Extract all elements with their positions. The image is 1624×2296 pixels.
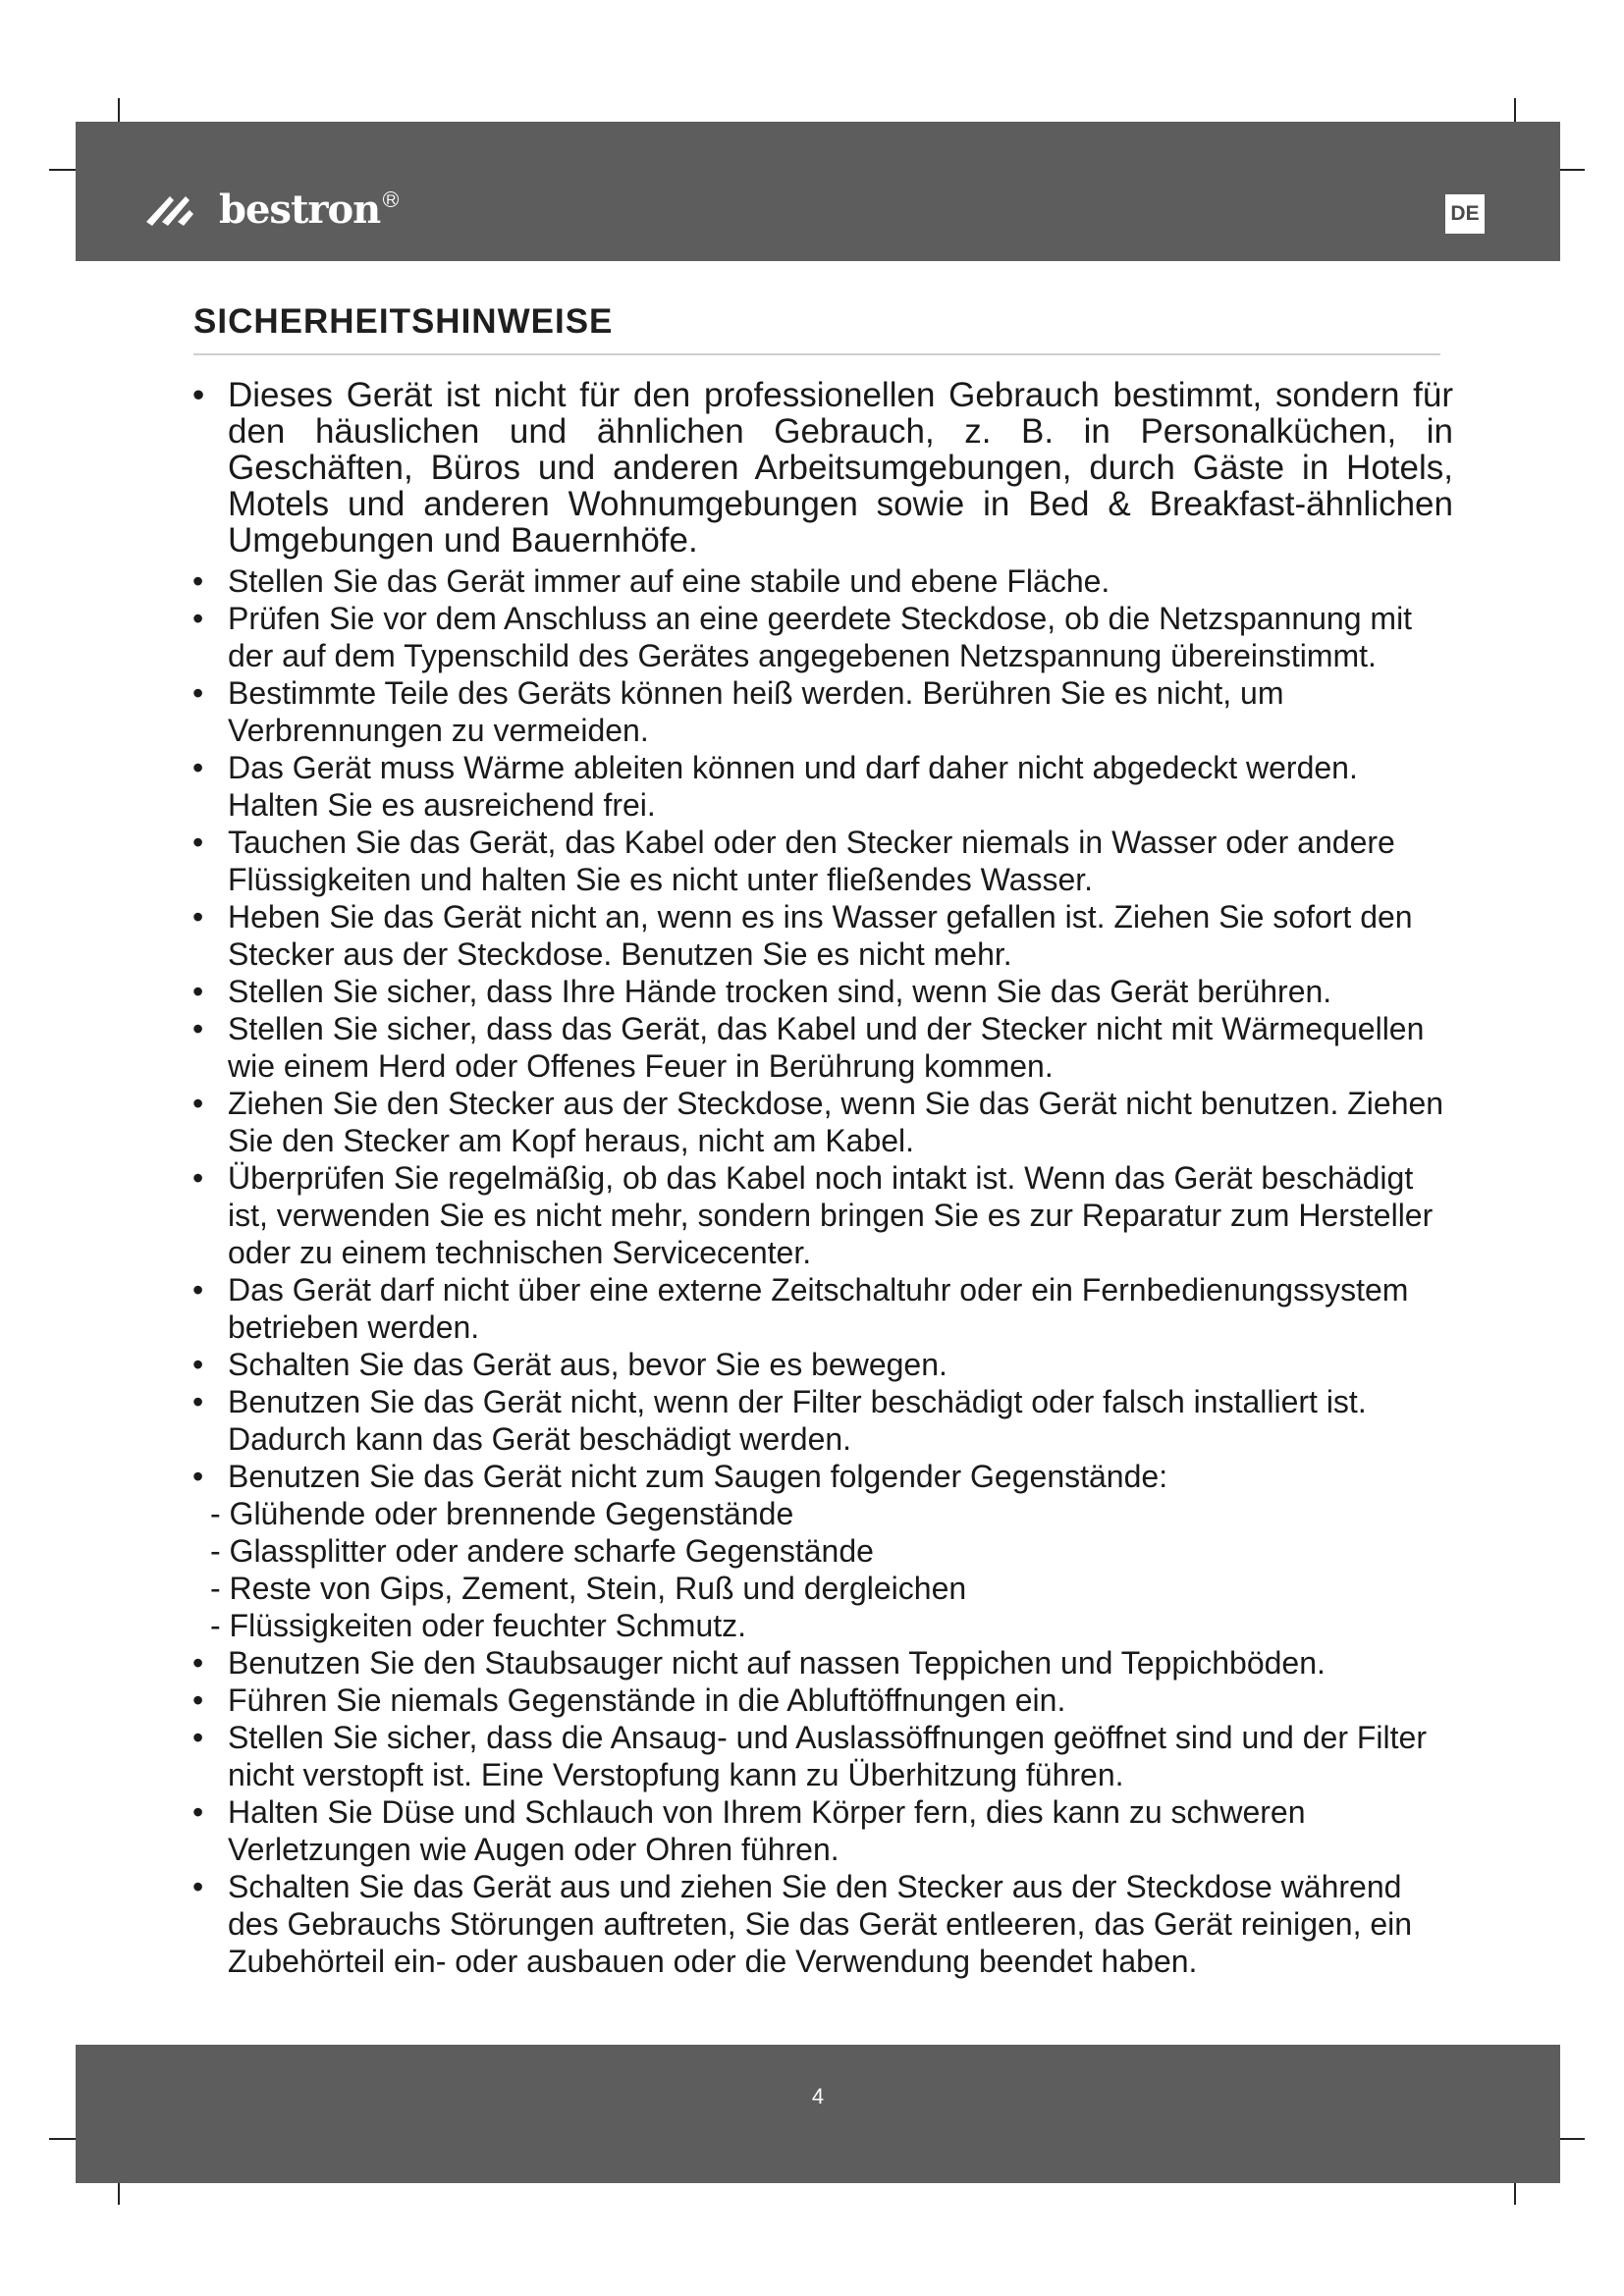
bullet-icon: • [192, 750, 204, 785]
sub-list-item: - Flüssigkeiten oder feuchter Schmutz. [210, 1608, 747, 1643]
list-item: • Benutzen Sie das Gerät nicht, wenn der Filter beschädigt oder falsch installiert ist. Dadurch kann das Gerät beschädigt werden. [192, 1384, 1367, 1457]
brand-name: bestron [219, 187, 381, 233]
bullet-icon: • [192, 1459, 204, 1494]
sub-list [187, 1495, 1453, 1644]
list-item: • Halten Sie Düse und Schlauch von Ihrem Körper fern, dies kann zu schweren Verletzungen wie Augen oder Ohren führen. [192, 1794, 1306, 1867]
bullet-icon: • [192, 1794, 204, 1830]
header-band [76, 122, 1560, 261]
safety-list [187, 562, 1453, 1980]
bullet-icon: • [192, 1011, 204, 1046]
bullet-icon: • [192, 1272, 204, 1308]
bullet-icon: • [192, 1645, 204, 1681]
page-number: 4 [811, 2084, 825, 2109]
bullet-icon: • [192, 899, 204, 934]
bullet-icon: • [192, 675, 204, 711]
list-item: • Heben Sie das Gerät nicht an, wenn es ins Wasser gefallen ist. Ziehen Sie sofort den Stecker aus der Steckdose. Benutzen Sie es nicht mehr. [192, 899, 1413, 972]
bullet-icon: • [192, 1682, 204, 1718]
list-item: • Benutzen Sie den Staubsauger nicht auf nassen Teppichen und Teppichböden. [192, 1645, 1326, 1681]
bullet-icon: • [192, 1160, 204, 1196]
bullet-icon: • [192, 1384, 204, 1419]
list-item: • Stellen Sie sicher, dass die Ansaug- und Auslassöffnungen geöffnet sind und der Filter nicht verstopft ist. Eine Verstopfung kann zu Überhitzung führen. [192, 1720, 1427, 1792]
bullet-icon: • [192, 1086, 204, 1121]
brand-logo [144, 187, 399, 233]
intro-paragraph [187, 377, 1453, 559]
bullet-icon: • [192, 601, 204, 636]
sub-list-item: - Glühende oder brennende Gegenstände [210, 1496, 794, 1531]
list-item: • Überprüfen Sie regelmäßig, ob das Kabel noch intakt ist. Wenn das Gerät beschädigt ist, verwenden Sie es nicht mehr, sondern bringen Sie es zur Reparatur zum Hersteller oder zu einem technischen Servicecenter. [192, 1160, 1434, 1270]
bullet-icon: • [192, 974, 204, 1009]
list-item: • Schalten Sie das Gerät aus, bevor Sie es bewegen. [192, 1347, 947, 1382]
bullet-icon: • [192, 1347, 204, 1382]
list-item: • Führen Sie niemals Gegenstände in die Abluftöffnungen ein. [192, 1682, 1066, 1718]
bullet-icon: • [192, 376, 205, 414]
intro-text: Dieses Gerät ist nicht für den professionellen Gebrauch bestimmt, sondern für den häuslichen und ähnlichen Gebrauch, z. B. in Personalküchen, in Geschäften, Büros und anderen Arbeitsumgebungen, durch Gäste in Hotels, Motels und anderen Wohnumgebungen sowie in Bed & Breakfast-ähnlichen Umgebungen und Bauernhöfe. [228, 376, 1453, 560]
bullet-icon: • [192, 563, 204, 599]
list-item: • Das Gerät muss Wärme ableiten können und darf daher nicht abgedeckt werden. Halten Sie es ausreichend frei. [192, 750, 1358, 823]
list-item: • Das Gerät darf nicht über eine externe Zeitschaltuhr oder ein Fernbedienungssystem betrieben werden. [192, 1272, 1409, 1345]
chevrons-icon [144, 192, 213, 228]
registered-mark: R [383, 191, 399, 207]
list-item: • Stellen Sie das Gerät immer auf eine stabile und ebene Fläche. [192, 563, 1110, 599]
sub-list-item: - Reste von Gips, Zement, Stein, Ruß und dergleichen [210, 1571, 967, 1606]
list-item: • Bestimmte Teile des Geräts können heiß werden. Berühren Sie es nicht, um Verbrennungen zu vermeiden. [192, 675, 1284, 748]
list-item: • Benutzen Sie das Gerät nicht zum Saugen folgender Gegenstände: - Glühende oder brennende Gegenstände - Glassplitter oder andere scharfe Gegenstände - Reste von Gips, Zement, Stein, Ruß und dergleichen - Flüssigkeiten oder feuchter Schmutz. [187, 1458, 1453, 1644]
sub-list-item: - Glassplitter oder andere scharfe Gegenstände [210, 1533, 874, 1569]
bullet-icon: • [192, 825, 204, 860]
list-item: • Schalten Sie das Gerät aus und ziehen Sie den Stecker aus der Steckdose während des Gebrauchs Störungen auftreten, Sie das Gerät entleeren, das Gerät reinigen, ein Zubehörteil ein- oder ausbauen oder die Verwendung beendet haben. [192, 1869, 1413, 1979]
page-title: SICHERHEITSHINWEISE [193, 302, 614, 341]
footer-band [76, 2045, 1560, 2183]
list-item: • Stellen Sie sicher, dass Ihre Hände trocken sind, wenn Sie das Gerät berühren. [192, 974, 1332, 1009]
list-item: • Stellen Sie sicher, dass das Gerät, das Kabel und der Stecker nicht mit Wärmequellen wie einem Herd oder Offenes Feuer in Berührung kommen. [192, 1011, 1425, 1084]
list-item: • Tauchen Sie das Gerät, das Kabel oder den Stecker niemals in Wasser oder andere Flüssigkeiten und halten Sie es nicht unter fließendes Wasser. [192, 825, 1395, 897]
list-item: • Prüfen Sie vor dem Anschluss an eine geerdete Steckdose, ob die Netzspannung mit der auf dem Typenschild des Gerätes angegebenen Netzspannung übereinstimmt. [192, 601, 1413, 673]
safety-content [187, 377, 1453, 1980]
list-item: • Ziehen Sie den Stecker aus der Steckdose, wenn Sie das Gerät nicht benutzen. Ziehen Sie den Stecker am Kopf heraus, nicht am Kabel. [192, 1086, 1444, 1158]
title-divider [193, 353, 1440, 355]
language-badge: DE [1445, 194, 1485, 234]
bullet-icon: • [192, 1720, 204, 1755]
bullet-icon: • [192, 1869, 204, 1904]
